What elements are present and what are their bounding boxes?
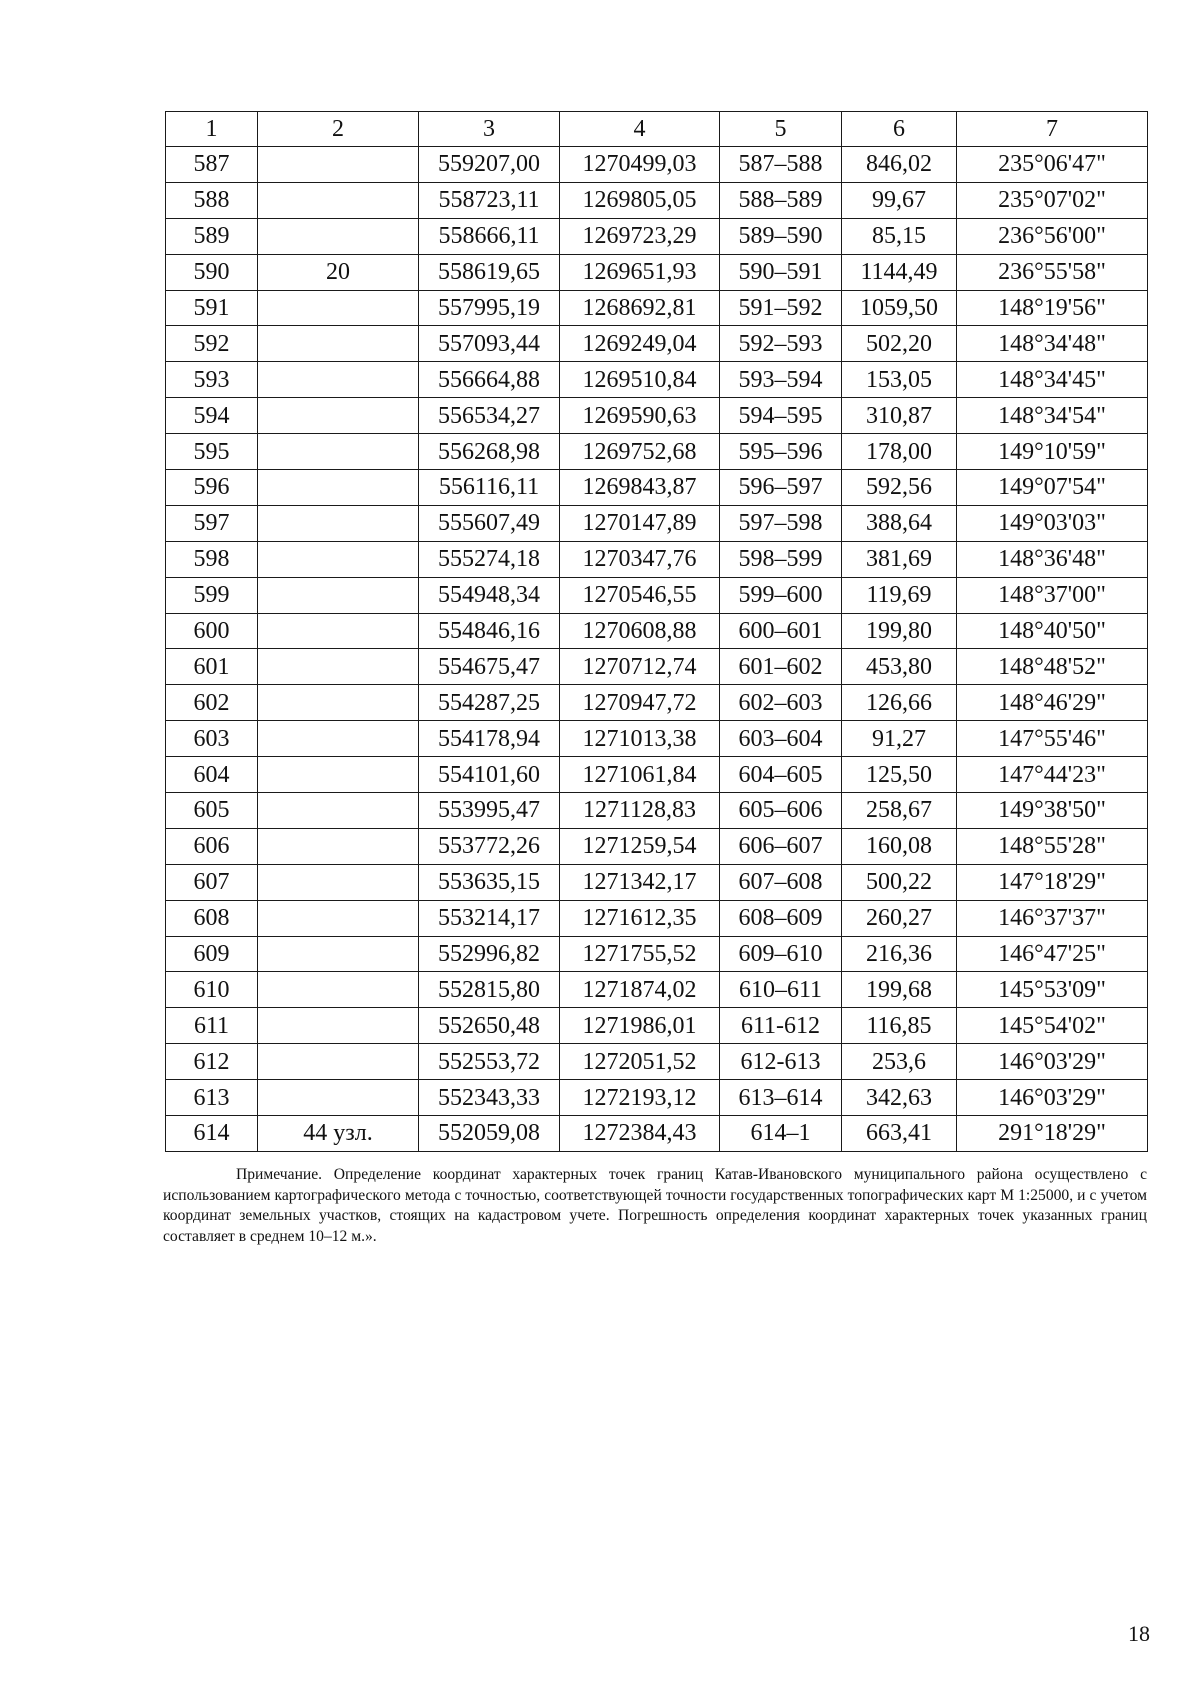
cell-segment-id — [258, 470, 419, 506]
cell-line-segment: 614–1 — [720, 1116, 842, 1152]
column-header-4: 4 — [560, 112, 720, 147]
cell-coord-y: 1269590,63 — [560, 398, 720, 434]
column-header-5: 5 — [720, 112, 842, 147]
cell-coord-y: 1271612,35 — [560, 900, 720, 936]
cell-point-number: 612 — [166, 1044, 258, 1080]
table-row — [166, 1044, 1148, 1080]
cell-coord-y: 1270546,55 — [560, 577, 720, 613]
cell-point-number: 594 — [166, 398, 258, 434]
cell-segment-id — [258, 1080, 419, 1116]
cell-line-segment: 596–597 — [720, 470, 842, 506]
cell-line-segment: 610–611 — [720, 972, 842, 1008]
table-row — [166, 362, 1148, 398]
cell-segment-id — [258, 398, 419, 434]
cell-bearing: 236°56'00" — [957, 218, 1148, 254]
page-number: 18 — [1128, 1621, 1150, 1646]
cell-length: 388,64 — [842, 505, 957, 541]
cell-line-segment: 613–614 — [720, 1080, 842, 1116]
cell-bearing: 236°55'58" — [957, 254, 1148, 290]
cell-bearing: 149°38'50" — [957, 793, 1148, 829]
cell-length: 1144,49 — [842, 254, 957, 290]
cell-bearing: 145°53'09" — [957, 972, 1148, 1008]
cell-point-number: 611 — [166, 1008, 258, 1044]
cell-length: 453,80 — [842, 649, 957, 685]
cell-segment-id — [258, 434, 419, 470]
cell-line-segment: 606–607 — [720, 828, 842, 864]
cell-line-segment: 611-612 — [720, 1008, 842, 1044]
table-row — [166, 721, 1148, 757]
cell-coord-x: 555274,18 — [419, 541, 560, 577]
cell-bearing: 148°55'28" — [957, 828, 1148, 864]
cell-coord-x: 556116,11 — [419, 470, 560, 506]
cell-coord-x: 558723,11 — [419, 182, 560, 218]
cell-segment-id — [258, 505, 419, 541]
cell-segment-id — [258, 326, 419, 362]
cell-coord-y: 1270947,72 — [560, 685, 720, 721]
cell-coord-x: 554101,60 — [419, 757, 560, 793]
cell-segment-id: 44 узл. — [258, 1116, 419, 1152]
table-row — [166, 434, 1148, 470]
cell-length: 125,50 — [842, 757, 957, 793]
table-row — [166, 1008, 1148, 1044]
column-header-3: 3 — [419, 112, 560, 147]
cell-bearing: 148°46'29" — [957, 685, 1148, 721]
cell-line-segment: 602–603 — [720, 685, 842, 721]
table-row — [166, 828, 1148, 864]
cell-line-segment: 594–595 — [720, 398, 842, 434]
cell-point-number: 591 — [166, 290, 258, 326]
cell-coord-x: 553214,17 — [419, 900, 560, 936]
cell-segment-id — [258, 1044, 419, 1080]
table-row — [166, 505, 1148, 541]
cell-length: 91,27 — [842, 721, 957, 757]
cell-point-number: 596 — [166, 470, 258, 506]
cell-coord-x: 552553,72 — [419, 1044, 560, 1080]
cell-coord-y: 1271259,54 — [560, 828, 720, 864]
table-header — [166, 112, 1148, 147]
cell-coord-x: 557093,44 — [419, 326, 560, 362]
cell-coord-x: 557995,19 — [419, 290, 560, 326]
cell-coord-y: 1270608,88 — [560, 613, 720, 649]
cell-length: 153,05 — [842, 362, 957, 398]
cell-coord-x: 559207,00 — [419, 147, 560, 183]
cell-bearing: 149°03'03" — [957, 505, 1148, 541]
cell-point-number: 601 — [166, 649, 258, 685]
table-row — [166, 613, 1148, 649]
cell-coord-y: 1270147,89 — [560, 505, 720, 541]
cell-coord-y: 1271061,84 — [560, 757, 720, 793]
cell-coord-x: 553995,47 — [419, 793, 560, 829]
cell-length: 846,02 — [842, 147, 957, 183]
coordinates-table — [165, 111, 1148, 1152]
cell-point-number: 593 — [166, 362, 258, 398]
header-row — [166, 112, 1148, 147]
cell-segment-id — [258, 182, 419, 218]
cell-coord-x: 552059,08 — [419, 1116, 560, 1152]
cell-coord-x: 554178,94 — [419, 721, 560, 757]
cell-segment-id — [258, 900, 419, 936]
cell-bearing: 147°18'29" — [957, 864, 1148, 900]
cell-coord-x: 556268,98 — [419, 434, 560, 470]
cell-length: 126,66 — [842, 685, 957, 721]
cell-length: 260,27 — [842, 900, 957, 936]
cell-coord-y: 1269249,04 — [560, 326, 720, 362]
cell-bearing: 148°37'00" — [957, 577, 1148, 613]
cell-coord-x: 554675,47 — [419, 649, 560, 685]
cell-line-segment: 601–602 — [720, 649, 842, 685]
cell-point-number: 610 — [166, 972, 258, 1008]
cell-length: 381,69 — [842, 541, 957, 577]
cell-coord-x: 553772,26 — [419, 828, 560, 864]
cell-line-segment: 597–598 — [720, 505, 842, 541]
column-header-1: 1 — [166, 112, 258, 147]
cell-segment-id — [258, 757, 419, 793]
table-row — [166, 757, 1148, 793]
cell-segment-id — [258, 793, 419, 829]
cell-coord-y: 1272051,52 — [560, 1044, 720, 1080]
cell-coord-y: 1271013,38 — [560, 721, 720, 757]
table-row — [166, 541, 1148, 577]
cell-length: 199,80 — [842, 613, 957, 649]
cell-coord-x: 558666,11 — [419, 218, 560, 254]
table-row — [166, 685, 1148, 721]
cell-coord-x: 558619,65 — [419, 254, 560, 290]
cell-coord-x: 556534,27 — [419, 398, 560, 434]
cell-line-segment: 593–594 — [720, 362, 842, 398]
cell-segment-id — [258, 828, 419, 864]
table-row — [166, 1080, 1148, 1116]
cell-segment-id — [258, 721, 419, 757]
cell-coord-x: 554948,34 — [419, 577, 560, 613]
cell-length: 500,22 — [842, 864, 957, 900]
table-row — [166, 398, 1148, 434]
cell-coord-y: 1271986,01 — [560, 1008, 720, 1044]
cell-coord-x: 552996,82 — [419, 936, 560, 972]
cell-line-segment: 599–600 — [720, 577, 842, 613]
cell-coord-y: 1269510,84 — [560, 362, 720, 398]
cell-line-segment: 608–609 — [720, 900, 842, 936]
cell-line-segment: 603–604 — [720, 721, 842, 757]
cell-coord-x: 552815,80 — [419, 972, 560, 1008]
cell-coord-y: 1271128,83 — [560, 793, 720, 829]
cell-segment-id — [258, 613, 419, 649]
table-row — [166, 254, 1148, 290]
cell-bearing: 149°07'54" — [957, 470, 1148, 506]
cell-coord-y: 1269843,87 — [560, 470, 720, 506]
cell-coord-y: 1269723,29 — [560, 218, 720, 254]
cell-point-number: 589 — [166, 218, 258, 254]
column-header-7: 7 — [957, 112, 1148, 147]
cell-coord-y: 1272384,43 — [560, 1116, 720, 1152]
cell-coord-y: 1272193,12 — [560, 1080, 720, 1116]
cell-point-number: 597 — [166, 505, 258, 541]
table-body — [166, 147, 1148, 1152]
cell-coord-y: 1270712,74 — [560, 649, 720, 685]
cell-coord-y: 1268692,81 — [560, 290, 720, 326]
cell-length: 160,08 — [842, 828, 957, 864]
cell-length: 310,87 — [842, 398, 957, 434]
cell-line-segment: 609–610 — [720, 936, 842, 972]
cell-bearing: 146°47'25" — [957, 936, 1148, 972]
cell-coord-y: 1269752,68 — [560, 434, 720, 470]
cell-length: 502,20 — [842, 326, 957, 362]
cell-length: 592,56 — [842, 470, 957, 506]
table-row — [166, 218, 1148, 254]
cell-segment-id — [258, 1008, 419, 1044]
cell-bearing: 146°37'37" — [957, 900, 1148, 936]
cell-point-number: 605 — [166, 793, 258, 829]
column-header-2: 2 — [258, 112, 419, 147]
cell-length: 663,41 — [842, 1116, 957, 1152]
cell-bearing: 148°34'48" — [957, 326, 1148, 362]
column-header-6: 6 — [842, 112, 957, 147]
cell-coord-x: 554287,25 — [419, 685, 560, 721]
cell-line-segment: 605–606 — [720, 793, 842, 829]
cell-segment-id — [258, 685, 419, 721]
cell-point-number: 603 — [166, 721, 258, 757]
cell-point-number: 587 — [166, 147, 258, 183]
cell-point-number: 606 — [166, 828, 258, 864]
cell-coord-y: 1270499,03 — [560, 147, 720, 183]
cell-segment-id — [258, 541, 419, 577]
cell-line-segment: 607–608 — [720, 864, 842, 900]
cell-bearing: 235°06'47" — [957, 147, 1148, 183]
cell-bearing: 146°03'29" — [957, 1080, 1148, 1116]
cell-segment-id — [258, 362, 419, 398]
cell-coord-y: 1271874,02 — [560, 972, 720, 1008]
cell-line-segment: 590–591 — [720, 254, 842, 290]
cell-bearing: 145°54'02" — [957, 1008, 1148, 1044]
cell-line-segment: 588–589 — [720, 182, 842, 218]
cell-coord-x: 555607,49 — [419, 505, 560, 541]
table-row — [166, 182, 1148, 218]
cell-length: 85,15 — [842, 218, 957, 254]
cell-line-segment: 600–601 — [720, 613, 842, 649]
cell-segment-id — [258, 147, 419, 183]
cell-line-segment: 589–590 — [720, 218, 842, 254]
cell-bearing: 146°03'29" — [957, 1044, 1148, 1080]
cell-bearing: 148°19'56" — [957, 290, 1148, 326]
cell-point-number: 598 — [166, 541, 258, 577]
table-row — [166, 972, 1148, 1008]
cell-bearing: 147°44'23" — [957, 757, 1148, 793]
cell-coord-x: 553635,15 — [419, 864, 560, 900]
cell-segment-id — [258, 972, 419, 1008]
cell-point-number: 614 — [166, 1116, 258, 1152]
cell-bearing: 148°40'50" — [957, 613, 1148, 649]
cell-segment-id: 20 — [258, 254, 419, 290]
cell-length: 119,69 — [842, 577, 957, 613]
table-row — [166, 900, 1148, 936]
cell-coord-y: 1271342,17 — [560, 864, 720, 900]
cell-coord-y: 1271755,52 — [560, 936, 720, 972]
cell-point-number: 590 — [166, 254, 258, 290]
cell-length: 342,63 — [842, 1080, 957, 1116]
cell-length: 99,67 — [842, 182, 957, 218]
cell-segment-id — [258, 649, 419, 685]
cell-line-segment: 612-613 — [720, 1044, 842, 1080]
table-row — [166, 864, 1148, 900]
cell-bearing: 149°10'59" — [957, 434, 1148, 470]
cell-line-segment: 587–588 — [720, 147, 842, 183]
table-row — [166, 326, 1148, 362]
cell-point-number: 608 — [166, 900, 258, 936]
table-row — [166, 936, 1148, 972]
cell-point-number: 607 — [166, 864, 258, 900]
cell-point-number: 599 — [166, 577, 258, 613]
cell-point-number: 613 — [166, 1080, 258, 1116]
cell-point-number: 604 — [166, 757, 258, 793]
table-row — [166, 793, 1148, 829]
cell-coord-y: 1269805,05 — [560, 182, 720, 218]
cell-length: 116,85 — [842, 1008, 957, 1044]
cell-coord-y: 1270347,76 — [560, 541, 720, 577]
cell-point-number: 588 — [166, 182, 258, 218]
footnote: Примечание. Определение координат характерных точек границ Катав-Ивановского муниципального района осуществлено с использованием картографического метода с точностью, соответствующей точности государственных топографических карт М 1:25000, и с учетом координат земельных участков, стоящих на кадастровом учете. Погрешность определения координат характерных точек указанных границ составляет в среднем 10–12 м.». — [163, 1166, 1147, 1245]
table-row — [166, 290, 1148, 326]
cell-line-segment: 604–605 — [720, 757, 842, 793]
cell-line-segment: 595–596 — [720, 434, 842, 470]
cell-coord-y: 1269651,93 — [560, 254, 720, 290]
cell-point-number: 600 — [166, 613, 258, 649]
cell-point-number: 609 — [166, 936, 258, 972]
cell-point-number: 592 — [166, 326, 258, 362]
cell-bearing: 147°55'46" — [957, 721, 1148, 757]
cell-segment-id — [258, 577, 419, 613]
cell-line-segment: 591–592 — [720, 290, 842, 326]
cell-coord-x: 552650,48 — [419, 1008, 560, 1044]
cell-bearing: 148°34'54" — [957, 398, 1148, 434]
cell-coord-x: 552343,33 — [419, 1080, 560, 1116]
cell-length: 199,68 — [842, 972, 957, 1008]
cell-length: 258,67 — [842, 793, 957, 829]
cell-coord-x: 554846,16 — [419, 613, 560, 649]
table-row — [166, 1116, 1148, 1152]
cell-bearing: 148°36'48" — [957, 541, 1148, 577]
cell-point-number: 602 — [166, 685, 258, 721]
cell-bearing: 148°48'52" — [957, 649, 1148, 685]
cell-length: 178,00 — [842, 434, 957, 470]
cell-point-number: 595 — [166, 434, 258, 470]
cell-bearing: 148°34'45" — [957, 362, 1148, 398]
cell-bearing: 235°07'02" — [957, 182, 1148, 218]
cell-segment-id — [258, 218, 419, 254]
table-row — [166, 577, 1148, 613]
cell-length: 216,36 — [842, 936, 957, 972]
cell-line-segment: 592–593 — [720, 326, 842, 362]
table-row — [166, 649, 1148, 685]
cell-segment-id — [258, 290, 419, 326]
cell-coord-x: 556664,88 — [419, 362, 560, 398]
cell-length: 1059,50 — [842, 290, 957, 326]
cell-segment-id — [258, 936, 419, 972]
cell-length: 253,6 — [842, 1044, 957, 1080]
table-row — [166, 470, 1148, 506]
cell-bearing: 291°18'29" — [957, 1116, 1148, 1152]
table-row — [166, 147, 1148, 183]
cell-segment-id — [258, 864, 419, 900]
cell-line-segment: 598–599 — [720, 541, 842, 577]
